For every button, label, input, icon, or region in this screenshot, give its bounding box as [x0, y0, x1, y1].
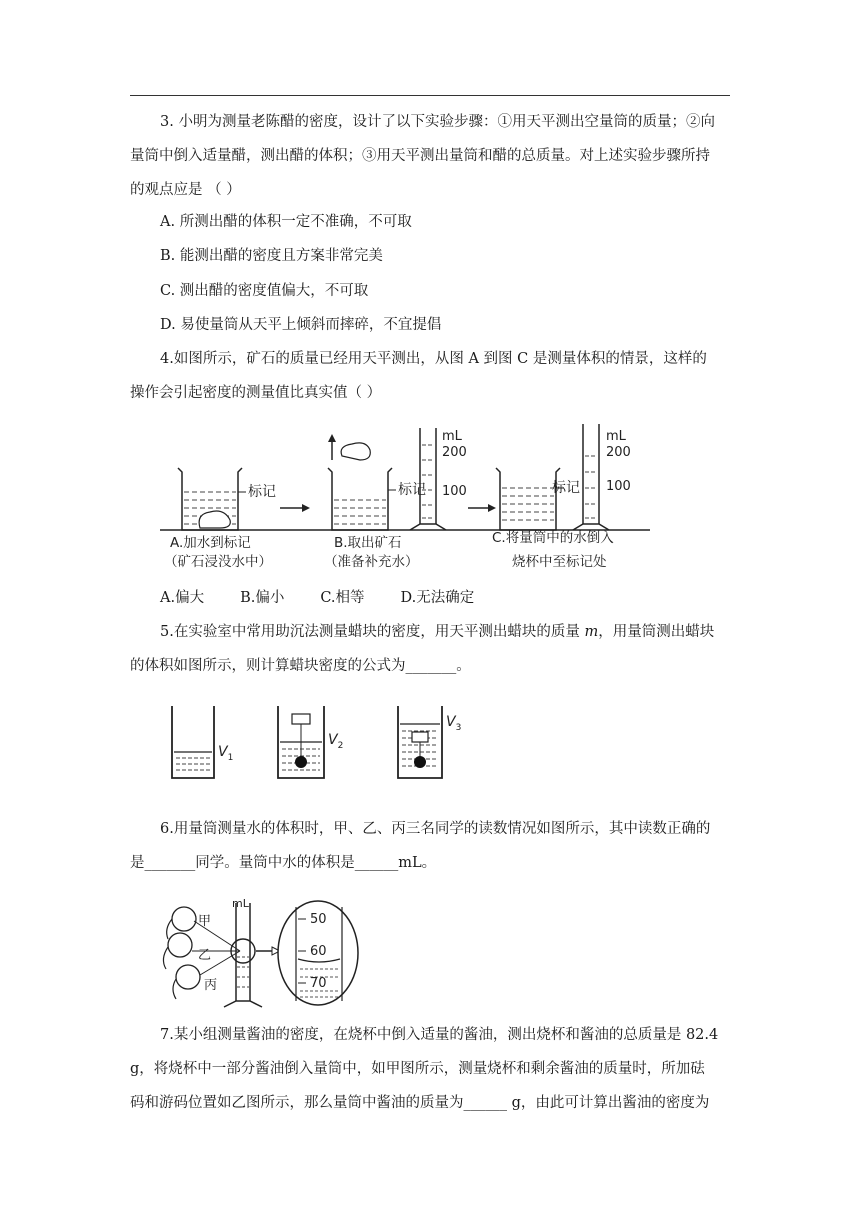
q5-line1-a: 5.在实验室中常用助沉法测量蜡块的密度，用天平测出蜡块的质量 — [160, 624, 585, 640]
label-v1: $V_1$ — [218, 744, 234, 763]
sinker-icon-2 — [414, 756, 426, 768]
q4-line1: 4.如图所示，矿石的质量已经用天平测出，从图 A 到图 C 是测量体积的情景，这样的 — [160, 351, 707, 367]
measuring-cylinder-1 — [410, 428, 446, 530]
q5-figure — [168, 700, 468, 790]
caption-c2: 烧杯中至标记处 — [512, 554, 607, 570]
tick-200-1: 200 — [442, 445, 467, 460]
cylinder-v1 — [172, 706, 214, 778]
beaker-c — [496, 468, 560, 530]
q3-option-d: D. 易使量筒从天平上倾斜而摔碎，不宜提倡 — [160, 317, 442, 333]
label-v3: $V_3$ — [446, 714, 462, 733]
q3-option-c: C. 测出醋的密度值偏大，不可取 — [160, 283, 369, 299]
label-v2: $V_2$ — [328, 732, 344, 751]
q5-var-m: m — [584, 624, 599, 640]
caption-b2: （准备补充水） — [324, 554, 419, 570]
q6-line1: 6.用量筒测量水的体积时，甲、乙、丙三名同学的读数情况如图所示，其中读数正确的 — [160, 821, 711, 837]
beaker-b — [328, 434, 392, 530]
caption-c1: C.将量筒中的水倒入 — [492, 530, 614, 546]
header-rule — [130, 95, 730, 96]
q3-line1: 3. 小明为测量老陈醋的密度，设计了以下实验步骤：①用天平测出空量筒的质量；②向 — [160, 114, 715, 130]
arrow-b-c — [468, 504, 496, 512]
q5-line2: 的体积如图所示，则计算蜡块密度的公式为_______。 — [130, 658, 471, 674]
ore-lifted-icon — [341, 443, 370, 460]
q5-line1 — [130, 615, 732, 649]
q5-line1-b: ，用量筒测出蜡块 — [598, 624, 715, 640]
measuring-cylinder-2 — [573, 424, 609, 530]
q3-line3: 的观点应是 （ ） — [130, 182, 241, 198]
q3-line2: 量筒中倒入适量醋，测出醋的体积；③用天平测出量筒和醋的总质量。对上述实验步骤所持 — [130, 148, 710, 164]
q4-options — [160, 586, 474, 607]
mark-label-b: 标记 — [398, 482, 426, 498]
beaker-a — [178, 468, 242, 530]
q4-option-a: A.偏大 — [160, 590, 205, 606]
wax-block-submerged-icon — [412, 732, 428, 742]
wax-block-icon — [292, 714, 310, 724]
mark-label-c: 标记 — [552, 480, 580, 496]
label-bing: 丙 — [204, 978, 218, 993]
q6-unit: mL — [232, 897, 249, 910]
tick-100-1: 100 — [442, 484, 467, 499]
ore-icon — [199, 511, 230, 528]
tick-100-2: 100 — [606, 479, 631, 494]
tick-200-2: 200 — [606, 445, 631, 460]
q3-option-a: A. 所测出醋的体积一定不准确，不可取 — [160, 214, 412, 230]
unit-label-1: mL — [442, 429, 462, 444]
tick-50: 50 — [310, 912, 327, 927]
tick-70: 70 — [310, 976, 327, 991]
label-jia: 甲 — [198, 914, 212, 929]
mark-label-a: 标记 — [248, 484, 276, 500]
arrow-a-b — [280, 504, 310, 512]
q4-figure — [160, 420, 680, 580]
q6-measuring-cylinder — [224, 903, 262, 1007]
q3-option-b: B. 能测出醋的密度且方案非常完美 — [160, 248, 383, 264]
q6-line2: 是_______同学。量筒中水的体积是______mL。 — [130, 855, 437, 871]
caption-a2: （矿石浸没水中） — [164, 554, 272, 570]
q4-option-d: D.无法确定 — [400, 590, 475, 606]
label-yi: 乙 — [198, 948, 212, 963]
q4-option-b: B.偏小 — [240, 590, 285, 606]
q7-line1: 7.某小组测量酱油的密度，在烧杯中倒入适量的酱油，测出烧杯和酱油的总质量是 82.4 — [160, 1027, 719, 1043]
q4-line2: 操作会引起密度的测量值比真实值（ ） — [130, 385, 382, 401]
student-bing-icon — [173, 965, 200, 999]
q7-line2: g，将烧杯中一部分酱油倒入量筒中，如甲图所示，测量烧杯和剩余酱油的质量时，所加砝 — [130, 1061, 705, 1077]
cylinder-v3 — [398, 706, 442, 778]
q7-line3: 码和游码位置如乙图所示，那么量筒中酱油的质量为______ g，由此可计算出酱油的密度为 — [130, 1095, 710, 1111]
tick-60: 60 — [310, 944, 327, 959]
q4-option-c: C.相等 — [320, 590, 365, 606]
sinker-icon — [295, 756, 307, 768]
q6-figure — [158, 897, 368, 1009]
caption-b1: B.取出矿石 — [334, 535, 402, 551]
cylinder-v2 — [278, 706, 324, 778]
unit-label-2: mL — [606, 429, 626, 444]
up-arrow-icon — [328, 434, 336, 442]
caption-a1: A.加水到标记 — [170, 535, 251, 551]
